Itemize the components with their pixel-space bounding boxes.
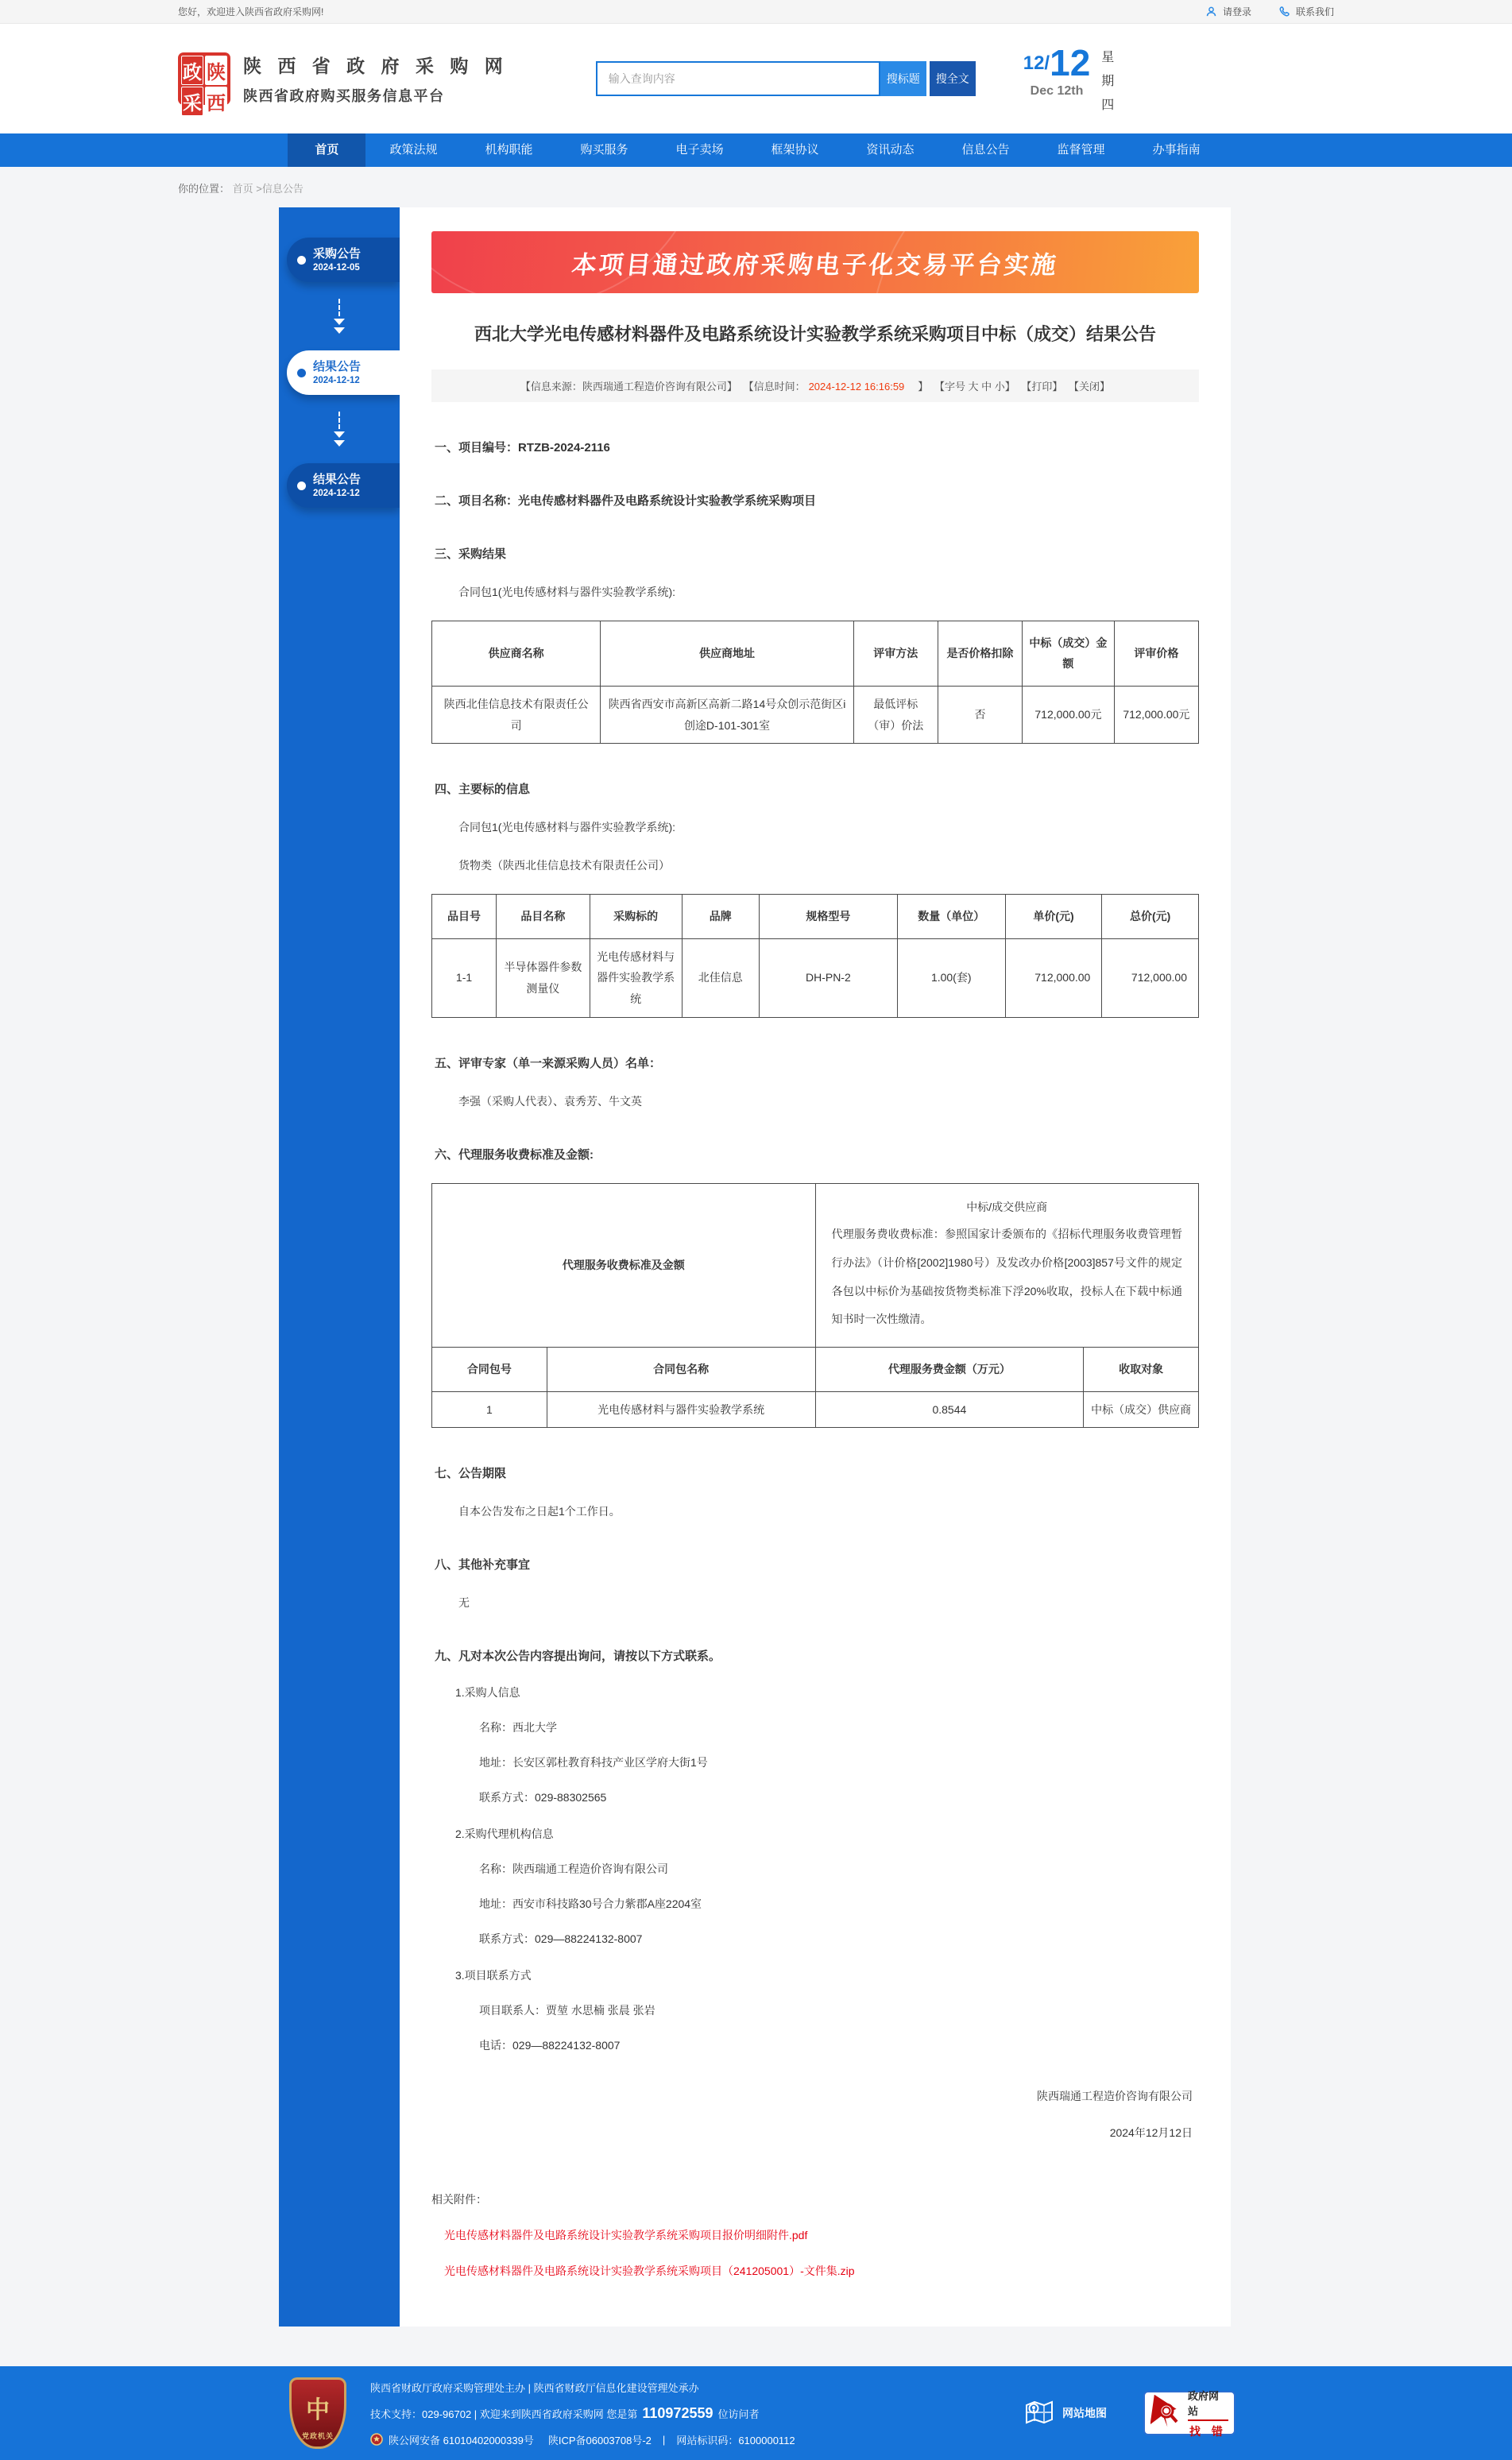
- visitor-count: 110972559: [642, 2404, 713, 2421]
- nav-item-functions[interactable]: 机构职能: [485, 143, 533, 157]
- section-subject-heading: 四、主要标的信息: [435, 783, 531, 797]
- user-icon: [1205, 6, 1217, 17]
- project-contacts: 项目联系人：贾堃 水思楠 张晨 张岩: [479, 2004, 655, 2017]
- contract-package-note: 合同包1(光电传感材料与器件实验教学系统):: [458, 585, 675, 598]
- icp-link[interactable]: 陕ICP备06003708号-2: [547, 2434, 652, 2446]
- search-fulltext-button[interactable]: 搜全文: [930, 61, 976, 96]
- project-contact-title: 3.项目联系方式: [455, 1969, 532, 1982]
- attachment-zip-link[interactable]: 光电传感材料器件及电路系统设计实验教学系统采购项目（241205001）-文件集.zip: [444, 2265, 855, 2278]
- nav-item-announcements[interactable]: 信息公告: [961, 143, 1010, 157]
- fee-standard-row: [432, 1183, 1199, 1347]
- login-link[interactable]: 请登录: [1205, 5, 1251, 18]
- gov-site-error-report-badge[interactable]: 政府网站 找 错: [1143, 2391, 1236, 2435]
- agency-fee-table: [431, 1183, 1199, 1429]
- table-header-row: 供应商名称 供应商地址 评审方法 是否价格扣除 中标（成交）金额 评审价格: [432, 621, 1199, 686]
- welcome-text: 您好，欢迎进入陕西省政府采购网!: [178, 6, 324, 17]
- print-button[interactable]: 【打印】: [1021, 380, 1063, 393]
- site-header: [0, 24, 1512, 133]
- project-phone: 电话：029—88224132-8007: [479, 2039, 621, 2052]
- main-nav: [0, 133, 1512, 167]
- timeline-item-result-notice-2[interactable]: 结果公告 2024-12-12: [287, 463, 400, 508]
- timeline-item-result-notice-active[interactable]: 结果公告 2024-12-12: [287, 350, 400, 395]
- purchaser-address: 地址：长安区郭杜教育科技产业区学府大街1号: [479, 1756, 708, 1770]
- breadcrumb-current[interactable]: 信息公告: [261, 183, 304, 195]
- phone-icon: [1278, 6, 1290, 17]
- timeline-arrow-down: [279, 395, 400, 463]
- table-row: 1 光电传感材料与器件实验教学系统 0.8544 中标（成交）供应商: [432, 1391, 1199, 1428]
- supplement-body: 无: [458, 1596, 470, 1610]
- top-utility-bar: [0, 0, 1512, 24]
- footer-registration-line: 陕公网安备 61010402000339号 陕ICP备06003708号-2 | 网站标识码：6100000112: [370, 2432, 795, 2447]
- article-panel: [400, 207, 1231, 2327]
- footer-organizer-line: 陕西省财政厅政府采购管理处主办 | 陕西省财政厅信息化建设管理处承办: [370, 2381, 699, 2394]
- date-day: 12: [1050, 42, 1091, 83]
- article-meta-bar: 【信息来源：陕西瑞通工程造价咨询有限公司】 【信息时间： 2024-12-12 16:16:59 】 【字号 大 中 小】 【打印】 【关闭】: [431, 369, 1199, 402]
- date-weekday: 星 期 四: [1101, 51, 1115, 112]
- date-widget: [1023, 44, 1115, 113]
- search-input[interactable]: [596, 61, 880, 96]
- purchaser-phone: 联系方式：029-88302565: [479, 1791, 607, 1804]
- section-project-name: 二、项目名称：光电传感材料器件及电路系统设计实验教学系统采购项目: [435, 493, 817, 508]
- date-month: 12/: [1023, 52, 1050, 74]
- contract-package-note: 合同包1(光电传感材料与器件实验教学系统):: [458, 821, 675, 834]
- fee-standard-label: 代理服务收费标准及金额: [432, 1183, 816, 1347]
- section-experts-heading: 五、评审专家（单一来源采购人员）名单：: [435, 1056, 662, 1070]
- attachment-pdf-link[interactable]: 光电传感材料器件及电路系统设计实验教学系统采购项目报价明细附件.pdf: [444, 2229, 808, 2242]
- breadcrumb-home-link[interactable]: 首页: [232, 183, 253, 195]
- search-bar: [596, 61, 976, 96]
- subject-items-table: [431, 894, 1199, 1017]
- timeline-dot: [297, 256, 306, 265]
- section-supplement-heading: 八、其他补充事宜: [435, 1558, 531, 1572]
- section-contact-heading: 九、凡对本次公告内容提出询问，请按以下方式联系。: [435, 1650, 721, 1664]
- info-time-label: 【信息时间：: [743, 380, 806, 393]
- date-english: Dec 12th: [1030, 84, 1084, 98]
- agency-address: 地址：西安市科技路30号合力紫郡A座2204室: [479, 1897, 702, 1911]
- agency-phone: 联系方式：029—88224132-8007: [479, 1932, 643, 1946]
- site-title: 陕 西 省 政 府 采 购 网: [243, 56, 509, 76]
- nav-item-purchase-service[interactable]: 购买服务: [580, 143, 628, 157]
- signature-company: 陕西瑞通工程造价咨询有限公司: [1037, 2090, 1193, 2103]
- main-area: [178, 207, 1334, 2327]
- agency-name: 名称：陕西瑞通工程造价咨询有限公司: [479, 1862, 668, 1876]
- table-row: 1-1 半导体器件参数测量仪 光电传感材料与器件实验教学系统 北佳信息 DH-PN-2 1.00(套) 712,000.00 712,000.00: [432, 938, 1199, 1017]
- nav-item-supervision[interactable]: 监督管理: [1057, 143, 1105, 157]
- close-button[interactable]: 【关闭】: [1069, 380, 1111, 393]
- fee-standard-content: 中标/成交供应商 代理服务费收费标准：参照国家计委颁布的《招标代理服务收费管理暂行办法》（计价格[2002]1980号）及发改办价格[2003]857号文件的规定各包以中标价为基础按货物类标准下浮20%收取，投标人在下载中标通知书时一次性缴清。: [815, 1183, 1199, 1347]
- period-body: 自本公告发布之日起1个工作日。: [458, 1505, 621, 1518]
- breadcrumb: 你的位置： 首页 >信息公告: [178, 183, 304, 195]
- nav-item-guide[interactable]: 办事指南: [1152, 143, 1201, 157]
- timeline-item-procurement-notice[interactable]: 采购公告 2024-12-05: [287, 238, 400, 282]
- banner-text: 本项目通过政府采购电子化交易平台实施: [570, 250, 1060, 279]
- section-result-heading: 三、采购结果: [435, 547, 507, 561]
- search-title-button[interactable]: 搜标题: [880, 61, 926, 96]
- nav-item-news[interactable]: 资讯动态: [866, 143, 915, 157]
- magnifier-icon: [1150, 2395, 1182, 2432]
- site-code: 网站标识码：6100000112: [676, 2434, 795, 2446]
- info-source: 【信息来源：陕西瑞通工程造价咨询有限公司】: [520, 380, 737, 393]
- attachments-label: 相关附件：: [431, 2193, 487, 2207]
- section-agency-fee-heading: 六、代理服务收费标准及金额:: [435, 1147, 594, 1162]
- timeline-dot: [297, 482, 306, 490]
- table-header-row: 合同包号 合同包名称 代理服务费金额（万元） 收取对象: [432, 1347, 1199, 1391]
- font-size-controls[interactable]: 【字号 大 中 小】: [934, 380, 1015, 393]
- nav-item-framework[interactable]: 框架协议: [771, 143, 819, 157]
- nav-item-e-market[interactable]: 电子卖场: [675, 143, 724, 157]
- info-time: 2024-12-12 16:16:59: [808, 380, 905, 393]
- beian-link[interactable]: 陕公网安备 61010402000339号: [389, 2434, 534, 2446]
- signature-block: [431, 2088, 1199, 2141]
- purchaser-info-title: 1.采购人信息: [455, 1686, 520, 1700]
- sitemap-icon: [1025, 2400, 1054, 2427]
- announcement-timeline-sidebar: [279, 207, 400, 2327]
- site-subtitle: 陕西省政府购买服务信息平台: [243, 88, 445, 104]
- goods-category-note: 货物类（陕西北佳信息技术有限责任公司）: [458, 859, 670, 872]
- supplier-result-table: [431, 621, 1199, 744]
- nav-item-policies[interactable]: 政策法规: [389, 143, 438, 157]
- contact-us-link[interactable]: 联系我们: [1278, 5, 1334, 18]
- platform-banner: [431, 231, 1199, 293]
- nav-item-home[interactable]: 首页: [288, 133, 365, 167]
- party-gov-shield-icon: 中 党政机关: [289, 2377, 346, 2449]
- site-footer: [0, 2366, 1512, 2460]
- timeline-arrow-down: [279, 282, 400, 350]
- experts-names: 李强（采购人代表）、袁秀芳、牛文英: [458, 1094, 642, 1108]
- article-title: 西北大学光电传感材料器件及电路系统设计实验教学系统采购项目中标（成交）结果公告: [474, 324, 1156, 344]
- footer-visitors-line: 技术支持：029-96702 | 欢迎来到陕西省政府采购网 您是第 110972559 位访问者: [370, 2404, 760, 2421]
- section-period-heading: 七、公告期限: [435, 1467, 507, 1481]
- attachments-section: [431, 2191, 1199, 2279]
- table-row: 陕西北佳信息技术有限责任公司 陕西省西安市高新区高新二路14号众创示范街区i创途D-101-301室 最低评标（审）价法 否 712,000.00元 712,000.00元: [432, 687, 1199, 744]
- seal-logo-icon: 政 陕 采 西: [178, 52, 230, 105]
- timeline-dot: [297, 369, 306, 377]
- signature-date: 2024年12月12日: [1109, 2126, 1193, 2140]
- site-logo[interactable]: [178, 52, 509, 114]
- section-project-number: 一、项目编号：RTZB-2024-2116: [435, 440, 610, 454]
- agency-info-title: 2.采购代理机构信息: [455, 1828, 554, 1841]
- table-header-row: 品目号 品目名称 采购标的 品牌 规格型号 数量（单位） 单价(元) 总价(元): [432, 895, 1199, 939]
- sitemap-link[interactable]: 网站地图: [1025, 2400, 1107, 2427]
- police-badge-icon: [370, 2433, 383, 2446]
- footer-text-block: [370, 2380, 795, 2447]
- purchaser-name: 名称：西北大学: [479, 1721, 557, 1735]
